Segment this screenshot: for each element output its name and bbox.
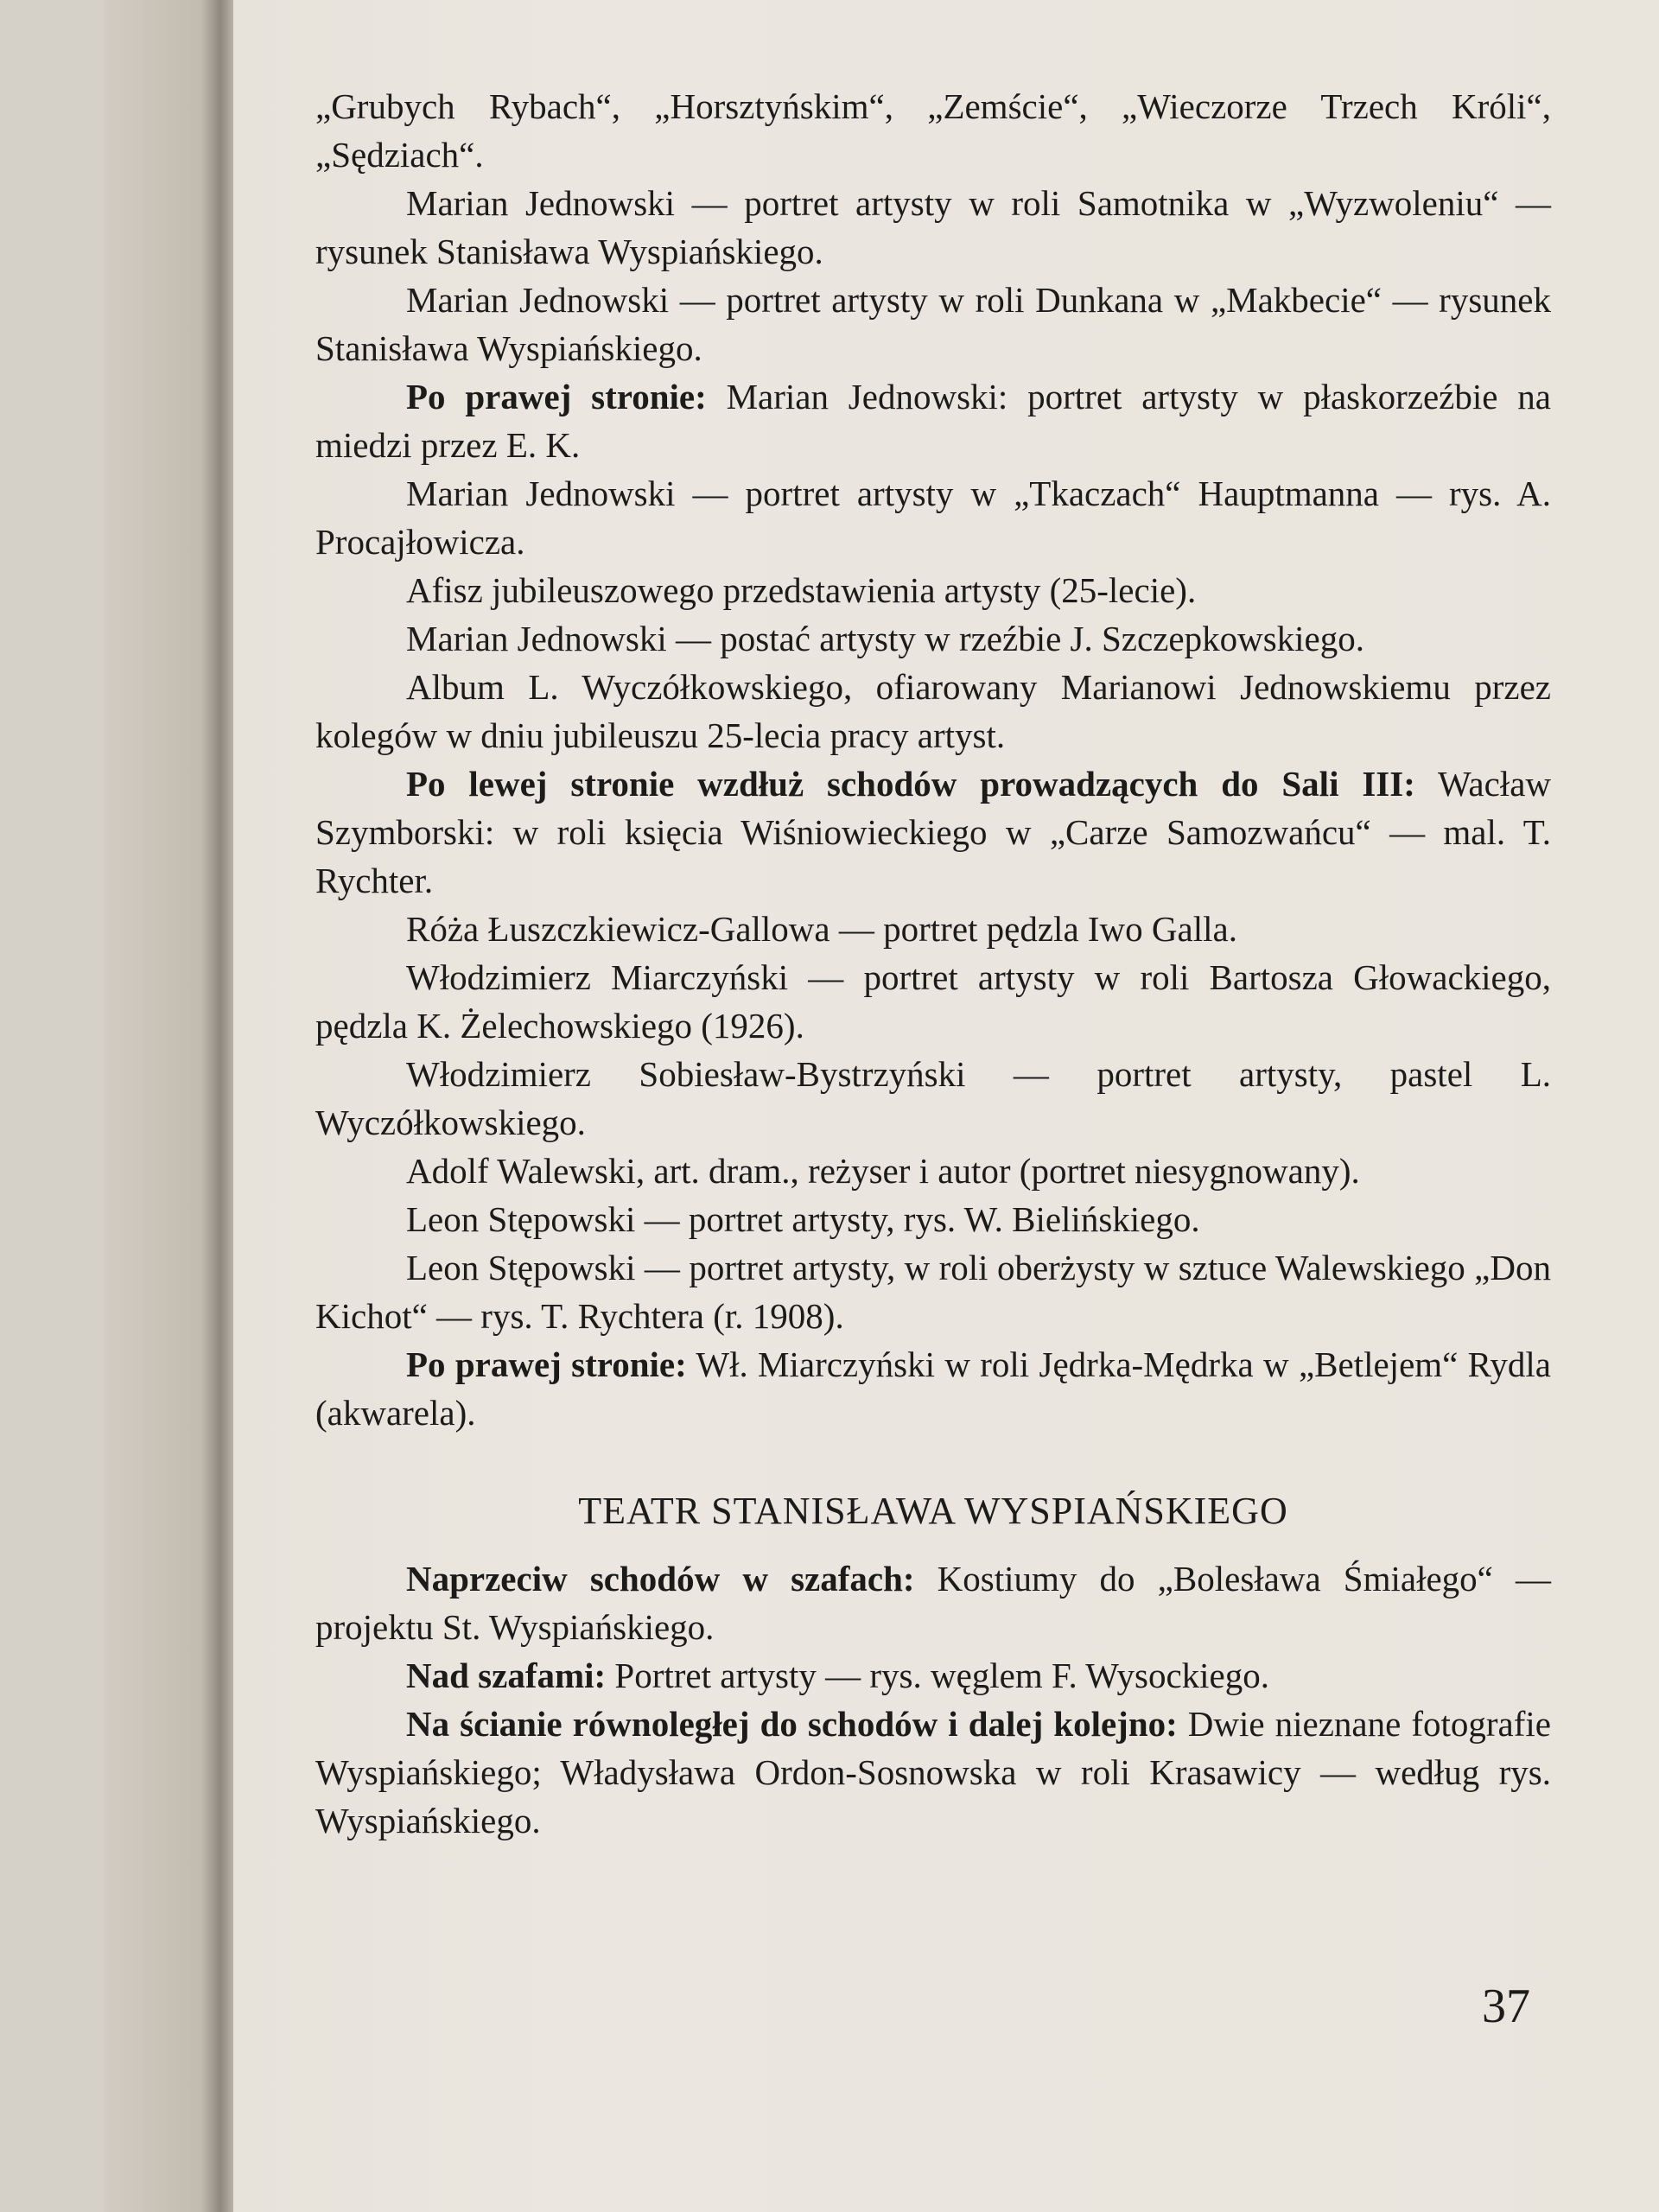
paragraph-18: Nad szafami: Portret artysty — rys. węglem F. Wysockiego. xyxy=(406,1656,1270,1695)
paragraph-17: Naprzeciw schodów w szafach: Kostiumy do „Bolesława Śmiałego“ — projektu St. Wyspiańskiego. xyxy=(315,1559,1552,1647)
section-label: Nad szafami: xyxy=(406,1656,607,1695)
page-text xyxy=(315,82,1551,1845)
section-label: Na ścianie równoległej do schodów i dalej kolejno: xyxy=(406,1704,1178,1744)
paragraph-5: Marian Jednowski — portret artysty w „Tkaczach“ Hauptmanna — rys. A. Procajłowicza. xyxy=(315,474,1551,562)
paragraph-13: Adolf Walewski, art. dram., reżyser i autor (portret niesygnowany). xyxy=(406,1151,1360,1191)
section-heading: TEATR STANISŁAWA WYSPIAŃSKIEGO xyxy=(578,1490,1288,1532)
paragraph-7: Marian Jednowski — postać artysty w rzeźbie J. Szczepkowskiego. xyxy=(406,619,1364,658)
section-label: Po prawej stronie: xyxy=(406,377,707,416)
paragraph-10: Róża Łuszczkiewicz-Gallowa — portret pędzla Iwo Galla. xyxy=(406,909,1237,949)
paragraph-4: Po prawej stronie: Marian Jednowski: portret artysty w płaskorzeźbie na miedzi przez E. K. xyxy=(315,377,1551,465)
paragraph-9: Po lewej stronie wzdłuż schodów prowadzących do Sali III: Wacław Szymborski: w roli księcia Wiśniowieckiego w „Carze Samozwańcu“ — mal. T. Rychter. xyxy=(315,764,1551,900)
paragraph-14: Leon Stępowski — portret artysty, rys. W. Bielińskiego. xyxy=(406,1199,1200,1239)
paragraph-15: Leon Stępowski — portret artysty, w roli oberżysty w sztuce Walewskiego „Don Kichot“ — rys. T. Rychtera (r. 1908). xyxy=(315,1248,1551,1336)
paragraph-2: Marian Jednowski — portret artysty w roli Samotnika w „Wyzwoleniu“ — rysunek Stanisława Wyspiańskiego. xyxy=(315,183,1551,271)
paragraph-1: „Grubych Rybach“, „Horsztyńskim“, „Zemście“, „Wieczorze Trzech Króli“, „Sędziach“. xyxy=(315,86,1551,175)
section-label: Po lewej stronie wzdłuż schodów prowadzących do Sali III: xyxy=(406,764,1415,804)
section-label: Naprzeciw schodów w szafach: xyxy=(406,1559,915,1599)
paragraph-11: Włodzimierz Miarczyński — portret artysty w roli Bartosza Głowackiego, pędzla K. Żelechowskiego (1926). xyxy=(315,957,1551,1046)
page-number: 37 xyxy=(1482,1980,1530,2033)
paragraph-12: Włodzimierz Sobiesław-Bystrzyński — portret artysty, pastel L. Wyczółkowskiego. xyxy=(315,1054,1551,1142)
book-page xyxy=(104,0,1659,2212)
paragraph-16: Po prawej stronie: Wł. Miarczyński w roli Jędrka-Mędrka w „Betlejem“ Rydla (akwarela). xyxy=(315,1344,1551,1433)
paragraph-6: Afisz jubileuszowego przedstawienia artysty (25-lecie). xyxy=(406,570,1197,610)
book-spine xyxy=(104,0,233,2212)
paragraph-3: Marian Jednowski — portret artysty w roli Dunkana w „Makbecie“ — rysunek Stanisława Wyspiańskiego. xyxy=(315,280,1551,368)
paragraph-19: Na ścianie równoległej do schodów i dalej kolejno: Dwie nieznane fotografie Wyspiańskiego; Władysława Ordon-Sosnowska w roli Krasawicy — według rys. Wyspiańskiego. xyxy=(315,1704,1551,1840)
paragraph-8: Album L. Wyczółkowskiego, ofiarowany Marianowi Jednowskiemu przez kolegów w dniu jubileuszu 25-lecia pracy artyst. xyxy=(315,667,1551,755)
section-label: Po prawej stronie: xyxy=(406,1344,687,1384)
